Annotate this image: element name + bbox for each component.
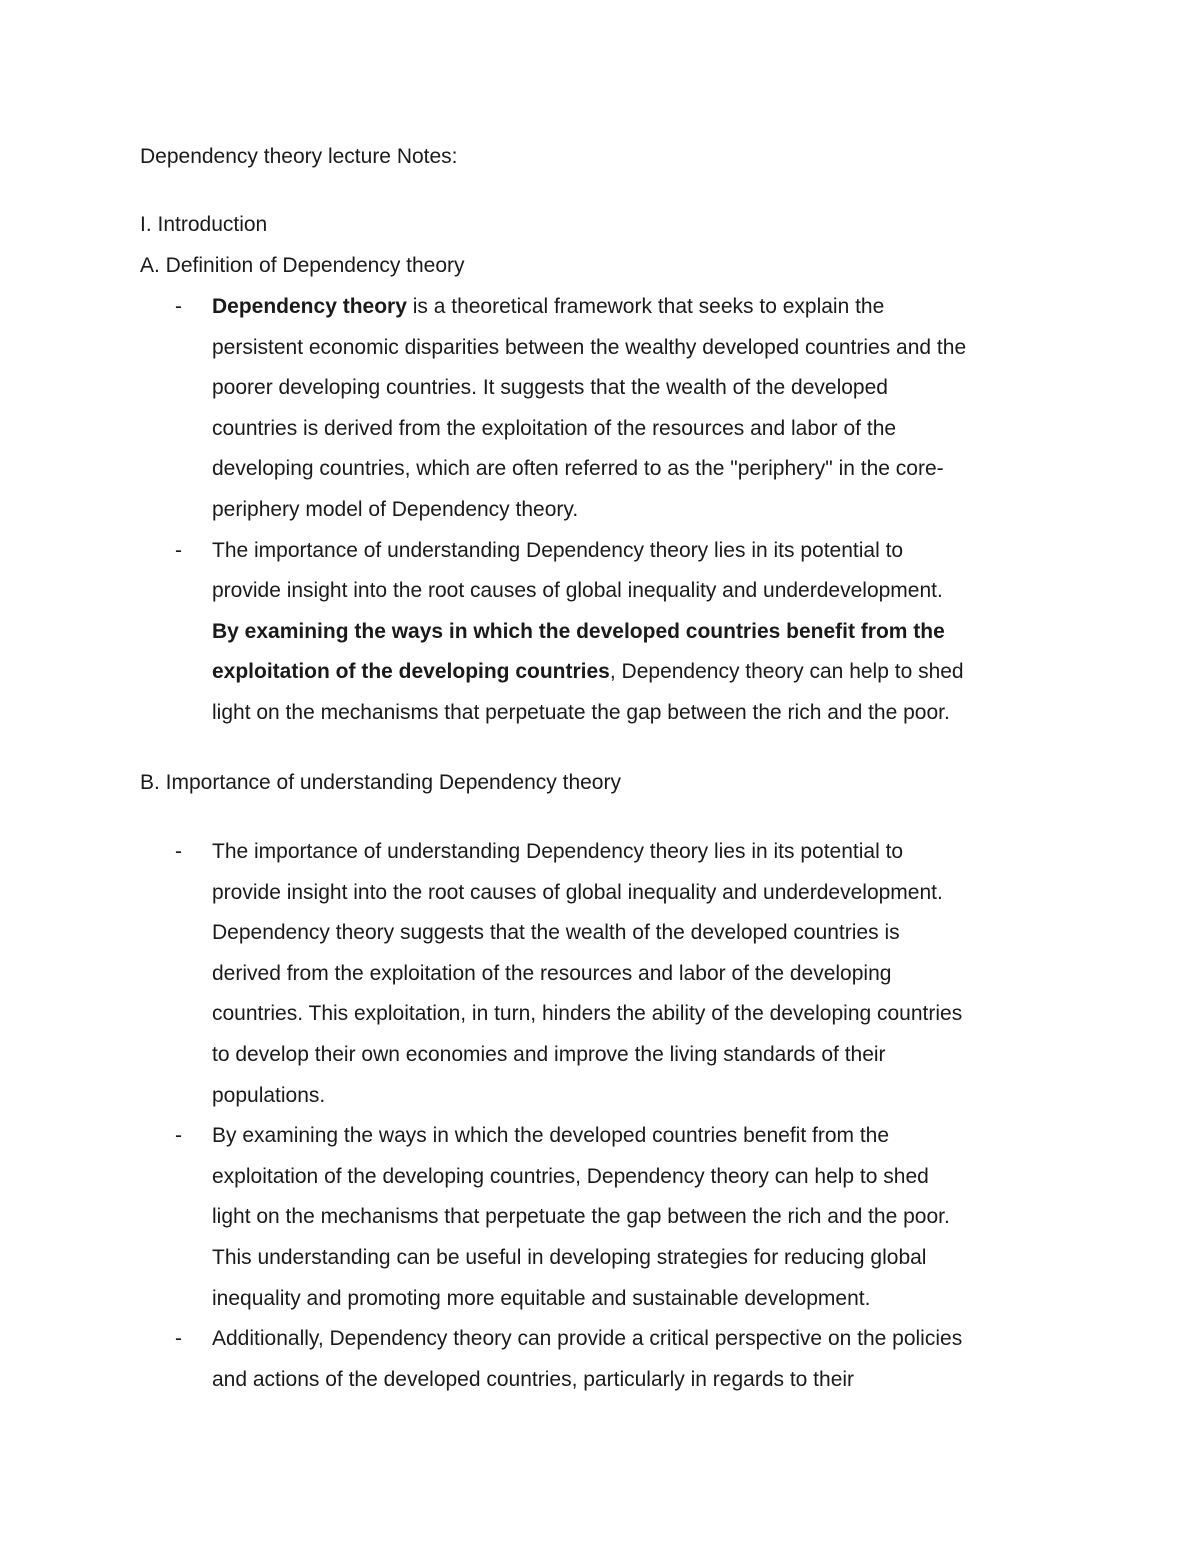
list-item-line bbox=[212, 620, 945, 644]
text-segment: The importance of understanding Dependency theory lies in its potential to bbox=[212, 538, 904, 562]
list-item-line bbox=[212, 457, 944, 481]
list-item-line bbox=[212, 376, 888, 400]
text-segment: is a theoretical framework that seeks to explain the bbox=[406, 295, 885, 318]
subheading-definition: A. Definition of Dependency theory bbox=[140, 254, 465, 277]
list-item-line bbox=[212, 1327, 962, 1351]
text-segment: periphery model of Dependency theory. bbox=[212, 498, 579, 521]
list-item-line bbox=[212, 1043, 886, 1067]
text-segment: developing countries, which are often referred to as the "periphery" in the core- bbox=[212, 457, 944, 481]
bullet-dash: - bbox=[175, 1327, 182, 1351]
bullet-dash: - bbox=[175, 538, 182, 562]
list-item-line bbox=[212, 881, 943, 905]
list-item-line bbox=[212, 498, 578, 522]
list-item-line bbox=[212, 962, 891, 986]
list-item-line bbox=[212, 1246, 926, 1270]
text-segment: , Dependency theory can help to shed bbox=[609, 660, 964, 684]
list-item-line bbox=[212, 1002, 962, 1026]
text-segment: countries. This exploitation, in turn, hinders the ability of the developing countries bbox=[212, 1002, 963, 1026]
text-segment: inequality and promoting more equitable and sustainable development. bbox=[212, 1286, 871, 1310]
list-item-line bbox=[212, 1368, 854, 1392]
bullet-dash: - bbox=[175, 840, 182, 863]
list-item-line bbox=[212, 660, 964, 684]
text-segment: exploitation of the developing countries, Dependency theory can help to shed bbox=[212, 1164, 929, 1188]
bold-text: exploitation of the developing countries bbox=[212, 660, 610, 684]
text-segment: provide insight into the root causes of global inequality and underdevelopment. bbox=[212, 579, 943, 603]
text-segment: This understanding can be useful in developing strategies for reducing global bbox=[212, 1246, 927, 1269]
text-segment: poorer developing countries. It suggests that the wealth of the developed bbox=[212, 376, 888, 400]
list-item-line bbox=[212, 1205, 950, 1229]
list-item-line bbox=[212, 336, 966, 360]
list-item-line bbox=[212, 1124, 889, 1148]
text-segment: Dependency theory suggests that the wealth of the developed countries is bbox=[212, 921, 900, 945]
text-segment: provide insight into the root causes of global inequality and underdevelopment. bbox=[212, 880, 943, 904]
bullet-dash: - bbox=[175, 295, 182, 318]
list-item-line bbox=[212, 1165, 929, 1189]
text-segment: By examining the ways in which the developed countries benefit from the bbox=[212, 1124, 890, 1148]
text-segment: populations. bbox=[212, 1083, 326, 1107]
list-item-line bbox=[212, 539, 903, 563]
text-segment: light on the mechanisms that perpetuate the gap between the rich and the poor. bbox=[212, 701, 950, 724]
text-segment: to develop their own economies and improve the living standards of their bbox=[212, 1043, 886, 1066]
text-segment: and actions of the developed countries, particularly in regards to their bbox=[212, 1367, 855, 1391]
text-segment: The importance of understanding Dependency theory lies in its potential to bbox=[212, 840, 904, 863]
subheading-importance: B. Importance of understanding Dependency theory bbox=[140, 771, 621, 794]
list-item-line bbox=[212, 417, 896, 441]
text-segment: Additionally, Dependency theory can provide a critical perspective on the policies bbox=[212, 1327, 963, 1351]
list-item-line bbox=[212, 840, 903, 864]
list-item-line bbox=[212, 921, 900, 945]
text-segment: countries is derived from the exploitation of the resources and labor of the bbox=[212, 416, 897, 440]
section-heading-introduction: I. Introduction bbox=[140, 213, 268, 236]
bullet-dash: - bbox=[175, 1124, 182, 1148]
document-title: Dependency theory lecture Notes: bbox=[140, 145, 458, 168]
list-item-line bbox=[212, 1287, 870, 1311]
bold-text: Dependency theory bbox=[212, 295, 407, 318]
bold-text: By examining the ways in which the developed countries benefit from the bbox=[212, 619, 945, 643]
list-item-line bbox=[212, 701, 950, 725]
text-segment: light on the mechanisms that perpetuate the gap between the rich and the poor. bbox=[212, 1205, 950, 1229]
list-item-line bbox=[212, 579, 943, 603]
text-segment: persistent economic disparities between the wealthy developed countries and the bbox=[212, 335, 967, 359]
text-segment: derived from the exploitation of the resources and labor of the developing bbox=[212, 961, 892, 985]
list-item-line bbox=[212, 295, 884, 319]
list-item-line bbox=[212, 1084, 325, 1108]
